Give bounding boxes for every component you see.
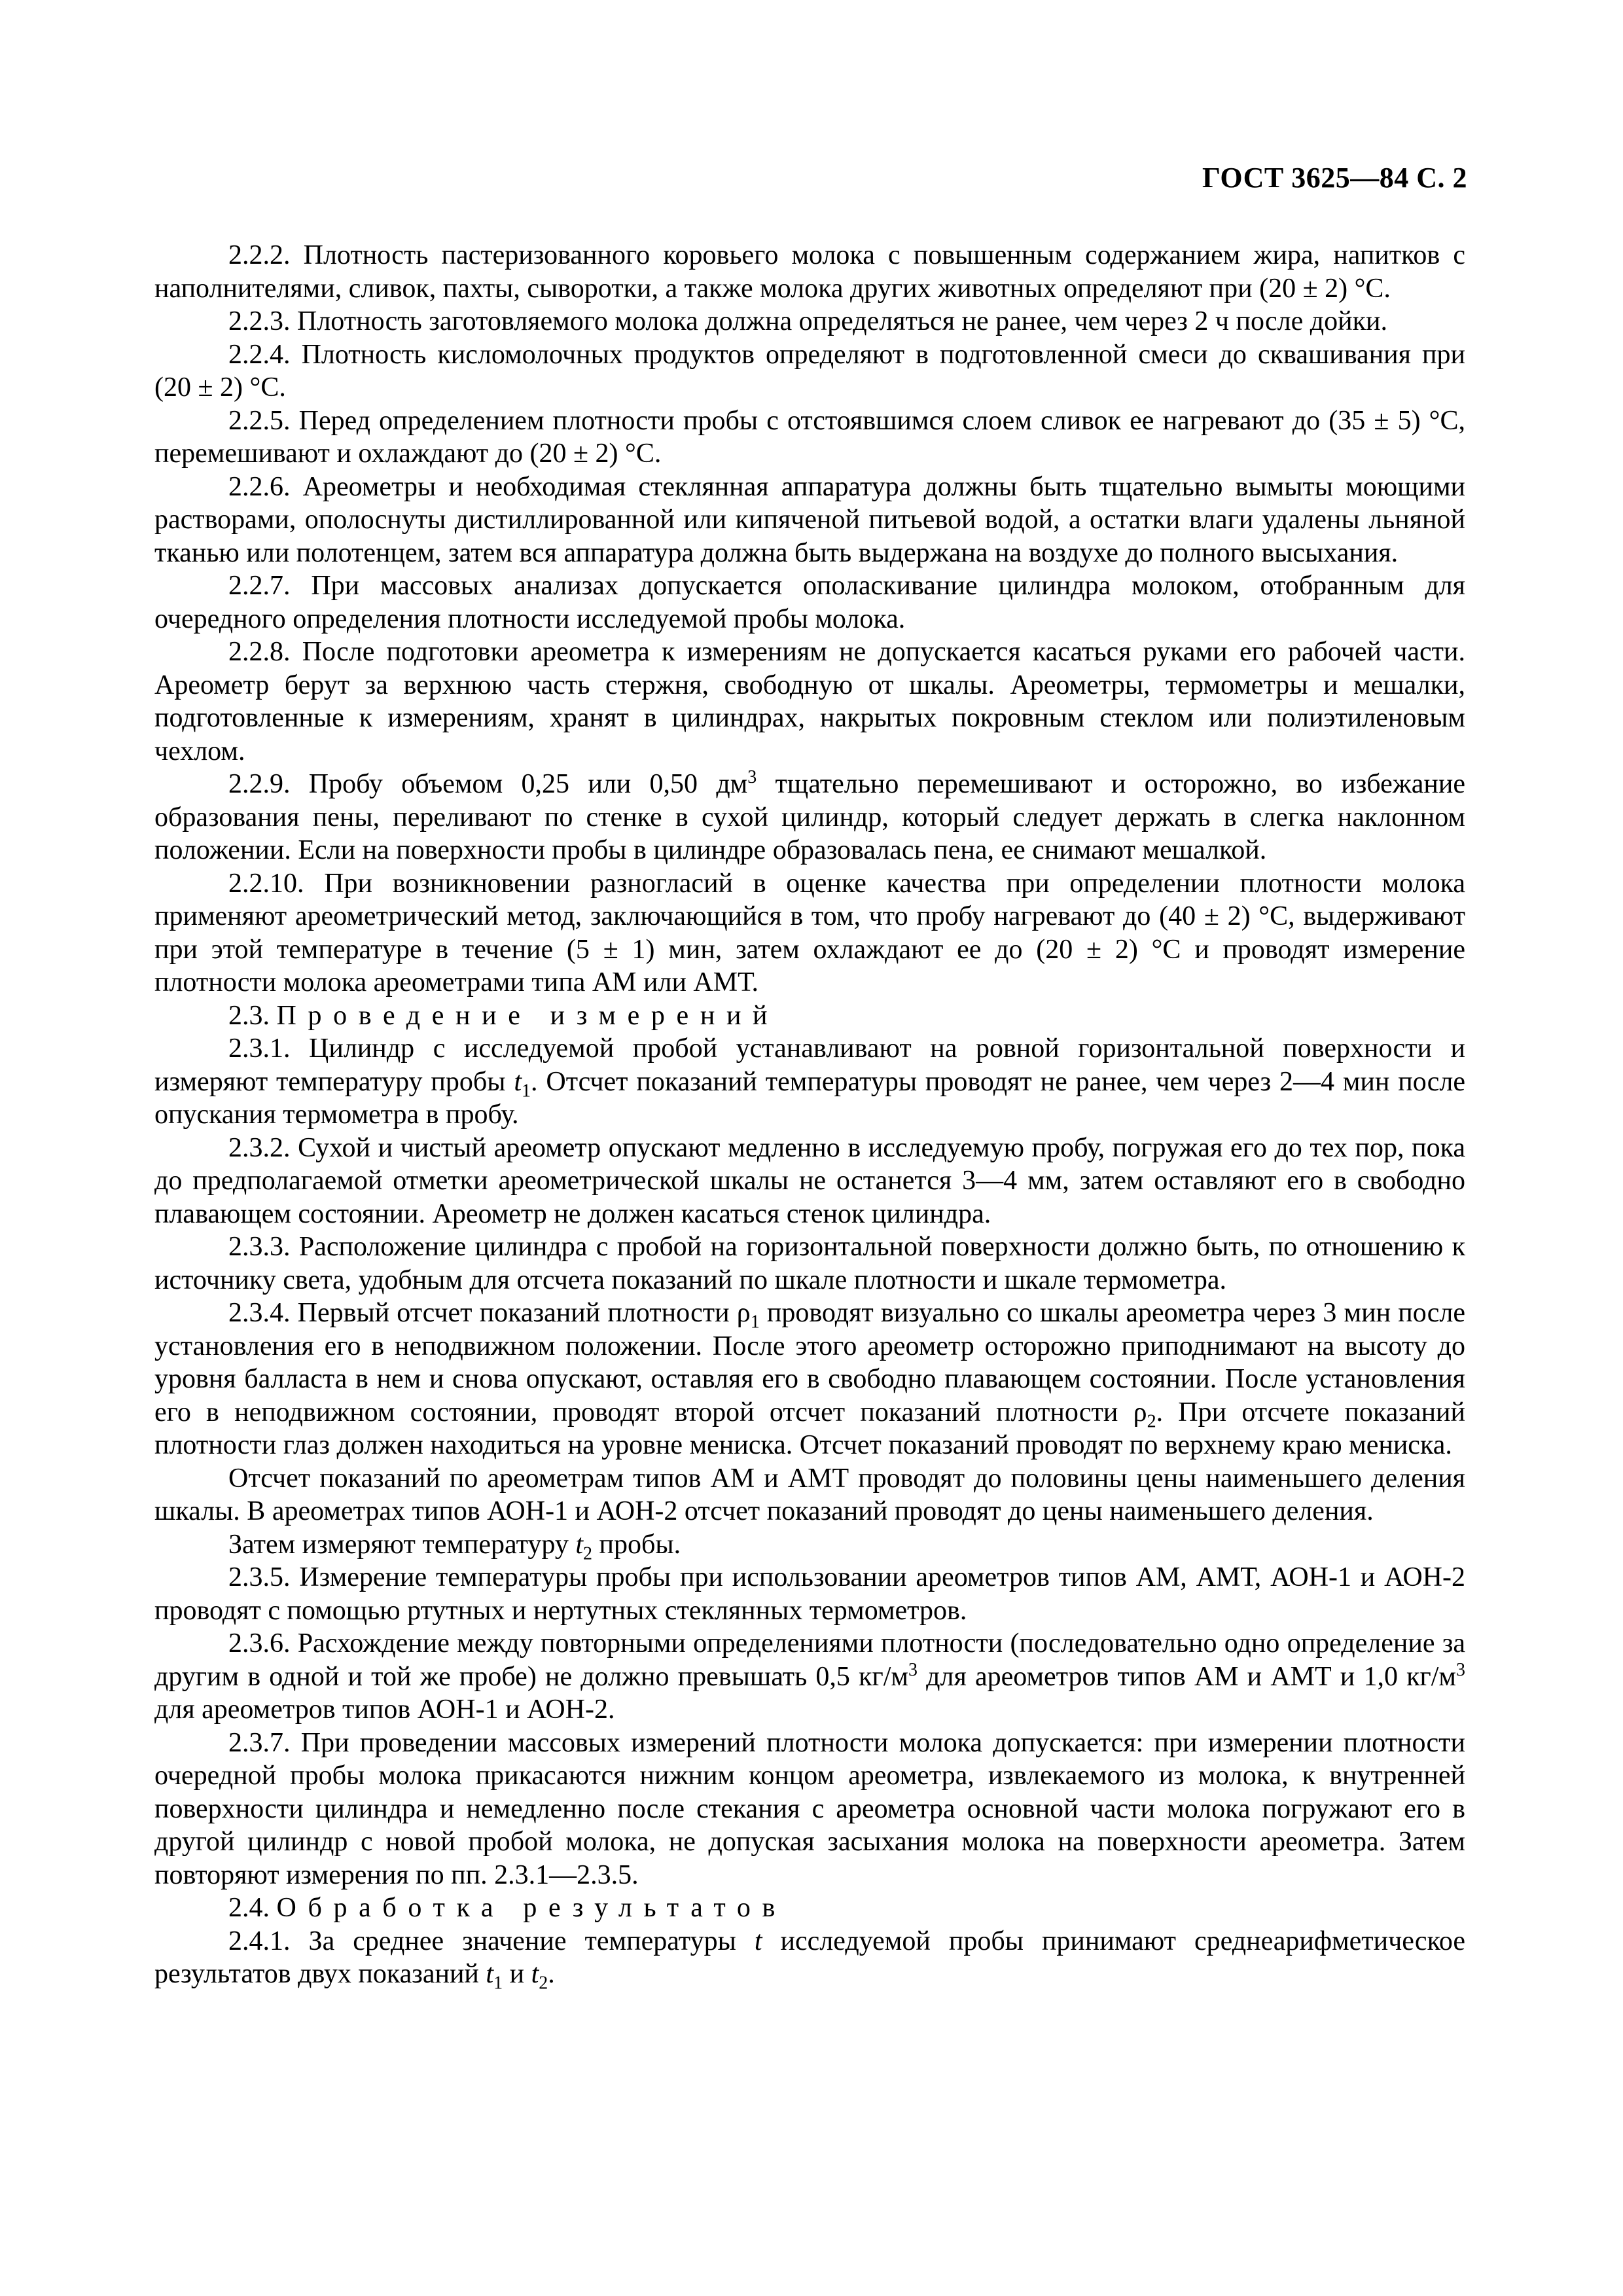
page-header: ГОСТ 3625—84 С. 2	[1202, 162, 1467, 194]
paragraph: 2.3.1. Цилиндр с исследуемой пробой устанавливают на ровной горизонтальной поверхности и измеряют температуру пробы $t_1$. Отсчет показаний температуры проводят не ранее, чем через 2—4 мин после опускания термометра в пробу.	[154, 1033, 1465, 1130]
paragraph: 2.3.6. Расхождение между повторными определениями плотности (последовательно одно определение за другим в одной и той же пробе) не должно превышать 0,5 $кг/м^3$ для ареометров типов АМ и АМТ и 1,0 $кг/м^3$ для ареометров типов АОН-1 и АОН-2.	[154, 1628, 1465, 1725]
paragraph: 2.2.8. После подготовки ареометра к измерениям не допускается касаться руками его рабочей части. Ареометр берут за верхнюю часть стержня, свободную от шкалы. Ареометры, термометры и мешалки, подготовленные к измерениям, хранят в цилиндрах, накрытых покровным стеклом или полиэтиленовым чехлом.	[154, 637, 1465, 766]
paragraph: 2.2.6. Ареометры и необходимая стеклянная аппаратура должны быть тщательно вымыты моющими растворами, ополоснуты дистиллированной или кипяченой питьевой водой, а остатки влаги удалены льняной тканью или полотенцем, затем вся аппаратура должна быть выдержана на воздухе до полного высыхания.	[154, 471, 1465, 568]
paragraph: 2.3.7. При проведении массовых измерений плотности молока допускается: при измерении плотности очередной пробы молока прикасаются нижним концом ареометра, извлекаемого из молока, к внутренней поверхности цилиндра и немедленно после стекания с ареометра основной части молока погружают его в другой цилиндр с новой пробой молока, не допуская засыхания молока на поверхности ареометра. Затем повторяют измерения по пп. 2.3.1—2.3.5.	[154, 1727, 1465, 1890]
paragraph: 2.3.4. Первый отсчет показаний плотности $\rho_1$ проводят визуально со шкалы ареометра через 3 мин после установления его в неподвижном положении. После этого ареометр осторожно приподнимают на высоту до уровня балласта в нем и снова опускают, оставляя его в свободно плавающем состоянии. После установления его в неподвижном состоянии, проводят второй отсчет показаний плотности $\rho_2$. При отсчете показаний плотности глаз должен находиться на уровне мениска. Отсчет показаний проводят по верхнему краю мениска.	[154, 1298, 1466, 1460]
section-heading: 2.4. Обработка результатов	[228, 1893, 787, 1923]
paragraph: 2.2.3. Плотность заготовляемого молока должна определяться не ранее, чем через 2 ч после дойки.	[228, 306, 1387, 336]
paragraph: 2.2.7. При массовых анализах допускается ополаскивание цилиндра молоком, отобранным для очередного определения плотности исследуемой пробы молока.	[154, 571, 1465, 634]
paragraph: 2.2.10. При возникновении разногласий в оценке качества при определении плотности молока применяют ареометрический метод, заключающийся в том, что пробу нагревают до (40 ± 2) °С, выдерживают при этой температуре в течение (5 ± 1) мин, затем охлаждают ее до (20 ± 2) °С и проводят измерение плотности молока ареометрами типа АМ или АМТ.	[154, 868, 1465, 997]
paragraph: 2.2.5. Перед определением плотности пробы с отстоявшимся слоем сливок ее нагревают до (35 ± 5) °С, перемешивают и охлаждают до (20 ± 2) °С.	[154, 405, 1465, 469]
paragraph: 2.3.3. Расположение цилиндра с пробой на горизонтальной поверхности должно быть, по отношению к источнику света, удобным для отсчета показаний по шкале плотности и шкале термометра.	[154, 1232, 1465, 1295]
paragraph: 2.4.1. За среднее значение температуры t исследуемой пробы принимают среднеарифметическое результатов двух показаний $t_1$ и $t_2$.	[154, 1926, 1465, 1994]
section-heading: 2.3. Проведение измерений	[228, 1000, 779, 1031]
paragraph: 2.3.5. Измерение температуры пробы при использовании ареометров типов АМ, АМТ, АОН-1 и АОН-2 проводят с помощью ртутных и нертутных стеклянных термометров.	[154, 1562, 1465, 1626]
document-body	[154, 239, 1466, 1994]
paragraph: Затем измеряют температуру $t_2$ пробы.	[228, 1529, 681, 1564]
paragraph: 2.2.4. Плотность кисломолочных продуктов определяют в подготовленной смеси до сквашивания при (20 ± 2) °С.	[154, 339, 1465, 403]
paragraph: Отсчет показаний по ареометрам типов АМ и АМТ проводят до половины цены наименьшего деления шкалы. В ареометрах типов АОН-1 и АОН-2 отсчет показаний проводят до цены наименьшего деления.	[154, 1463, 1465, 1526]
paragraph: 2.2.9. Пробу объемом 0,25 или 0,50 $дм^3$ тщательно перемешивают и осторожно, во избежание образования пены, переливают по стенке в сухой цилиндр, который следует держать в слегка наклонном положении. Если на поверхности пробы в цилиндре образовалась пена, ее снимают мешалкой.	[154, 767, 1465, 865]
paragraph: 2.3.2. Сухой и чистый ареометр опускают медленно в исследуемую пробу, погружая его до тех пор, пока до предполагаемой отметки ареометрической шкалы не останется 3—4 мм, затем оставляют его в свободно плавающем состоянии. Ареометр не должен касаться стенок цилиндра.	[154, 1132, 1465, 1229]
paragraph: 2.2.2. Плотность пастеризованного коровьего молока с повышенным содержанием жира, напитков с наполнителями, сливок, пахты, сыворотки, а также молока других животных определяют при (20 ± 2) °С.	[154, 240, 1465, 304]
